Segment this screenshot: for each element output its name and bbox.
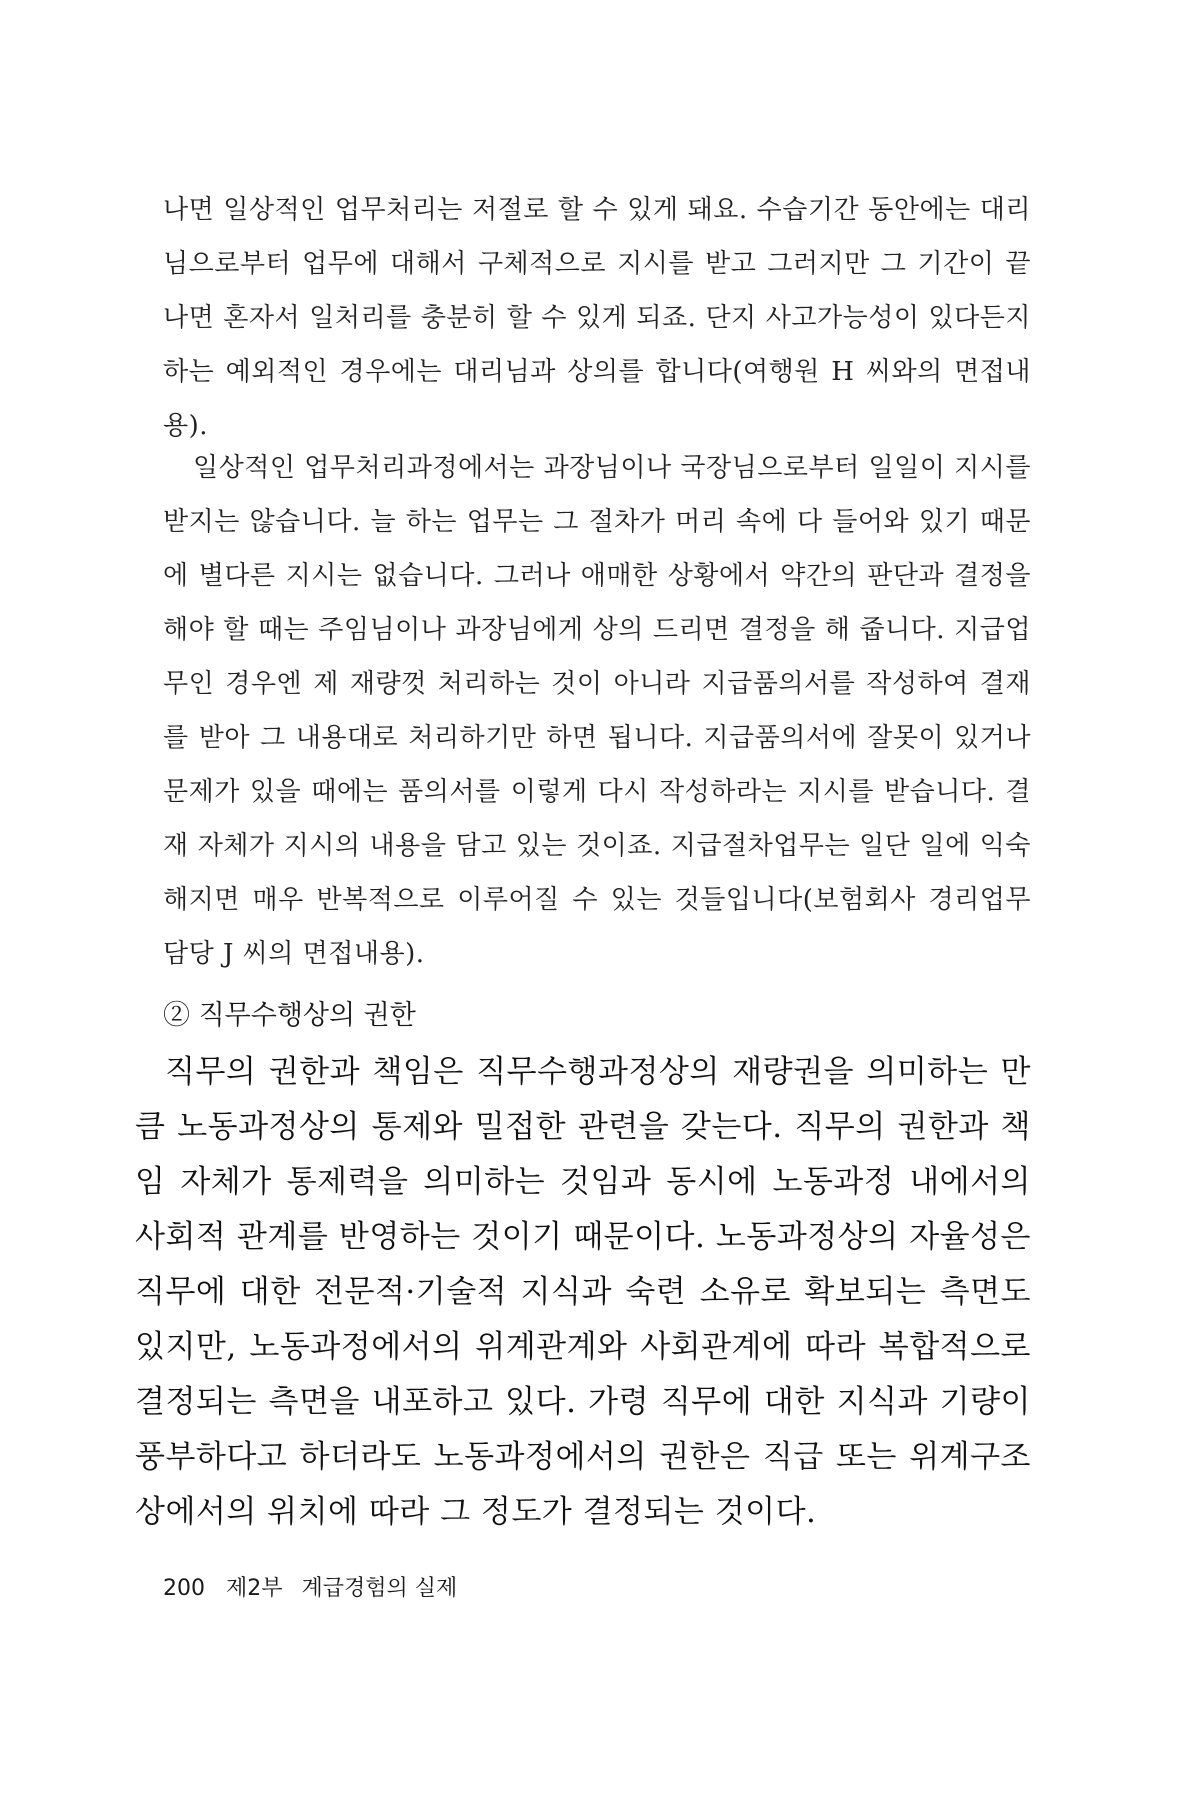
- section-body-paragraph: 직무의 권한과 책임은 직무수행과정상의 재량권을 의미하는 만큼 노동과정상의 통제와 밀접한 관련을 갖는다. 직무의 권한과 책임 자체가 통제력을 의미하는 것임과 동시에 노동과정 내에서의 사회적 관계를 반영하는 것이기 때문이다. 노동과정상의 자율성은 직무에 대한 전문적·기술적 지식과 숙련 소유로 확보되는 측면도 있지만, 노동과정에서의 위계관계와 사회관계에 따라 복합적으로 결정되는 측면을 내포하고 있다. 가령 직무에 대한 지식과 기량이 풍부하다고 하더라도 노동과정에서의 권한은 직급 또는 위계구조상에서의 위치에 따라 그 정도가 결정되는 것이다.: [135, 1054, 1031, 1530]
- section-body: [135, 1045, 1031, 1540]
- interview-quote-j: [163, 441, 1031, 981]
- interview-quote-j-text: 일상적인 업무처리과정에서는 과장님이나 국장님으로부터 일일이 지시를 받지는 않습니다. 늘 하는 업무는 그 절차가 머리 속에 다 들어와 있기 때문에 별다른 지시는 없습니다. 그러나 애매한 상황에서 약간의 판단과 결정을 해야 할 때는 주임님이나 과장님에게 상의 드리면 결정을 해 줍니다. 지급업무인 경우엔 제 재량껏 처리하는 것이 아니라 지급품의서를 작성하여 결재를 받아 그 내용대로 처리하기만 하면 됩니다. 지급품의서에 잘못이 있거나 문제가 있을 때에는 품의서를 이렇게 다시 작성하라는 지시를 받습니다. 결재 자체가 지시의 내용을 담고 있는 것이죠. 지급절차업무는 일단 일에 익숙해지면 매우 반복적으로 이루어질 수 있는 것들입니다(보험회사 경리업무 담당 J 씨의 면접내용).: [163, 453, 1031, 969]
- page-footer: [163, 1574, 457, 1604]
- interview-quote-h-text: 나면 일상적인 업무처리는 저절로 할 수 있게 돼요. 수습기간 동안에는 대리님으로부터 업무에 대해서 구체적으로 지시를 받고 그러지만 그 기간이 끝나면 혼자서 일처리를 충분히 할 수 있게 되죠. 단지 사고가능성이 있다든지 하는 예외적인 경우에는 대리님과 상의를 합니다(여행원 H 씨와의 면접내용).: [163, 195, 1031, 441]
- part-title: 계급경험의 실제: [301, 1576, 458, 1601]
- section-heading: ② 직무수행상의 권한: [163, 1000, 416, 1031]
- interview-quote-h: [163, 183, 1031, 453]
- page-number: 200: [163, 1576, 205, 1601]
- part-label: 제2부: [226, 1576, 283, 1601]
